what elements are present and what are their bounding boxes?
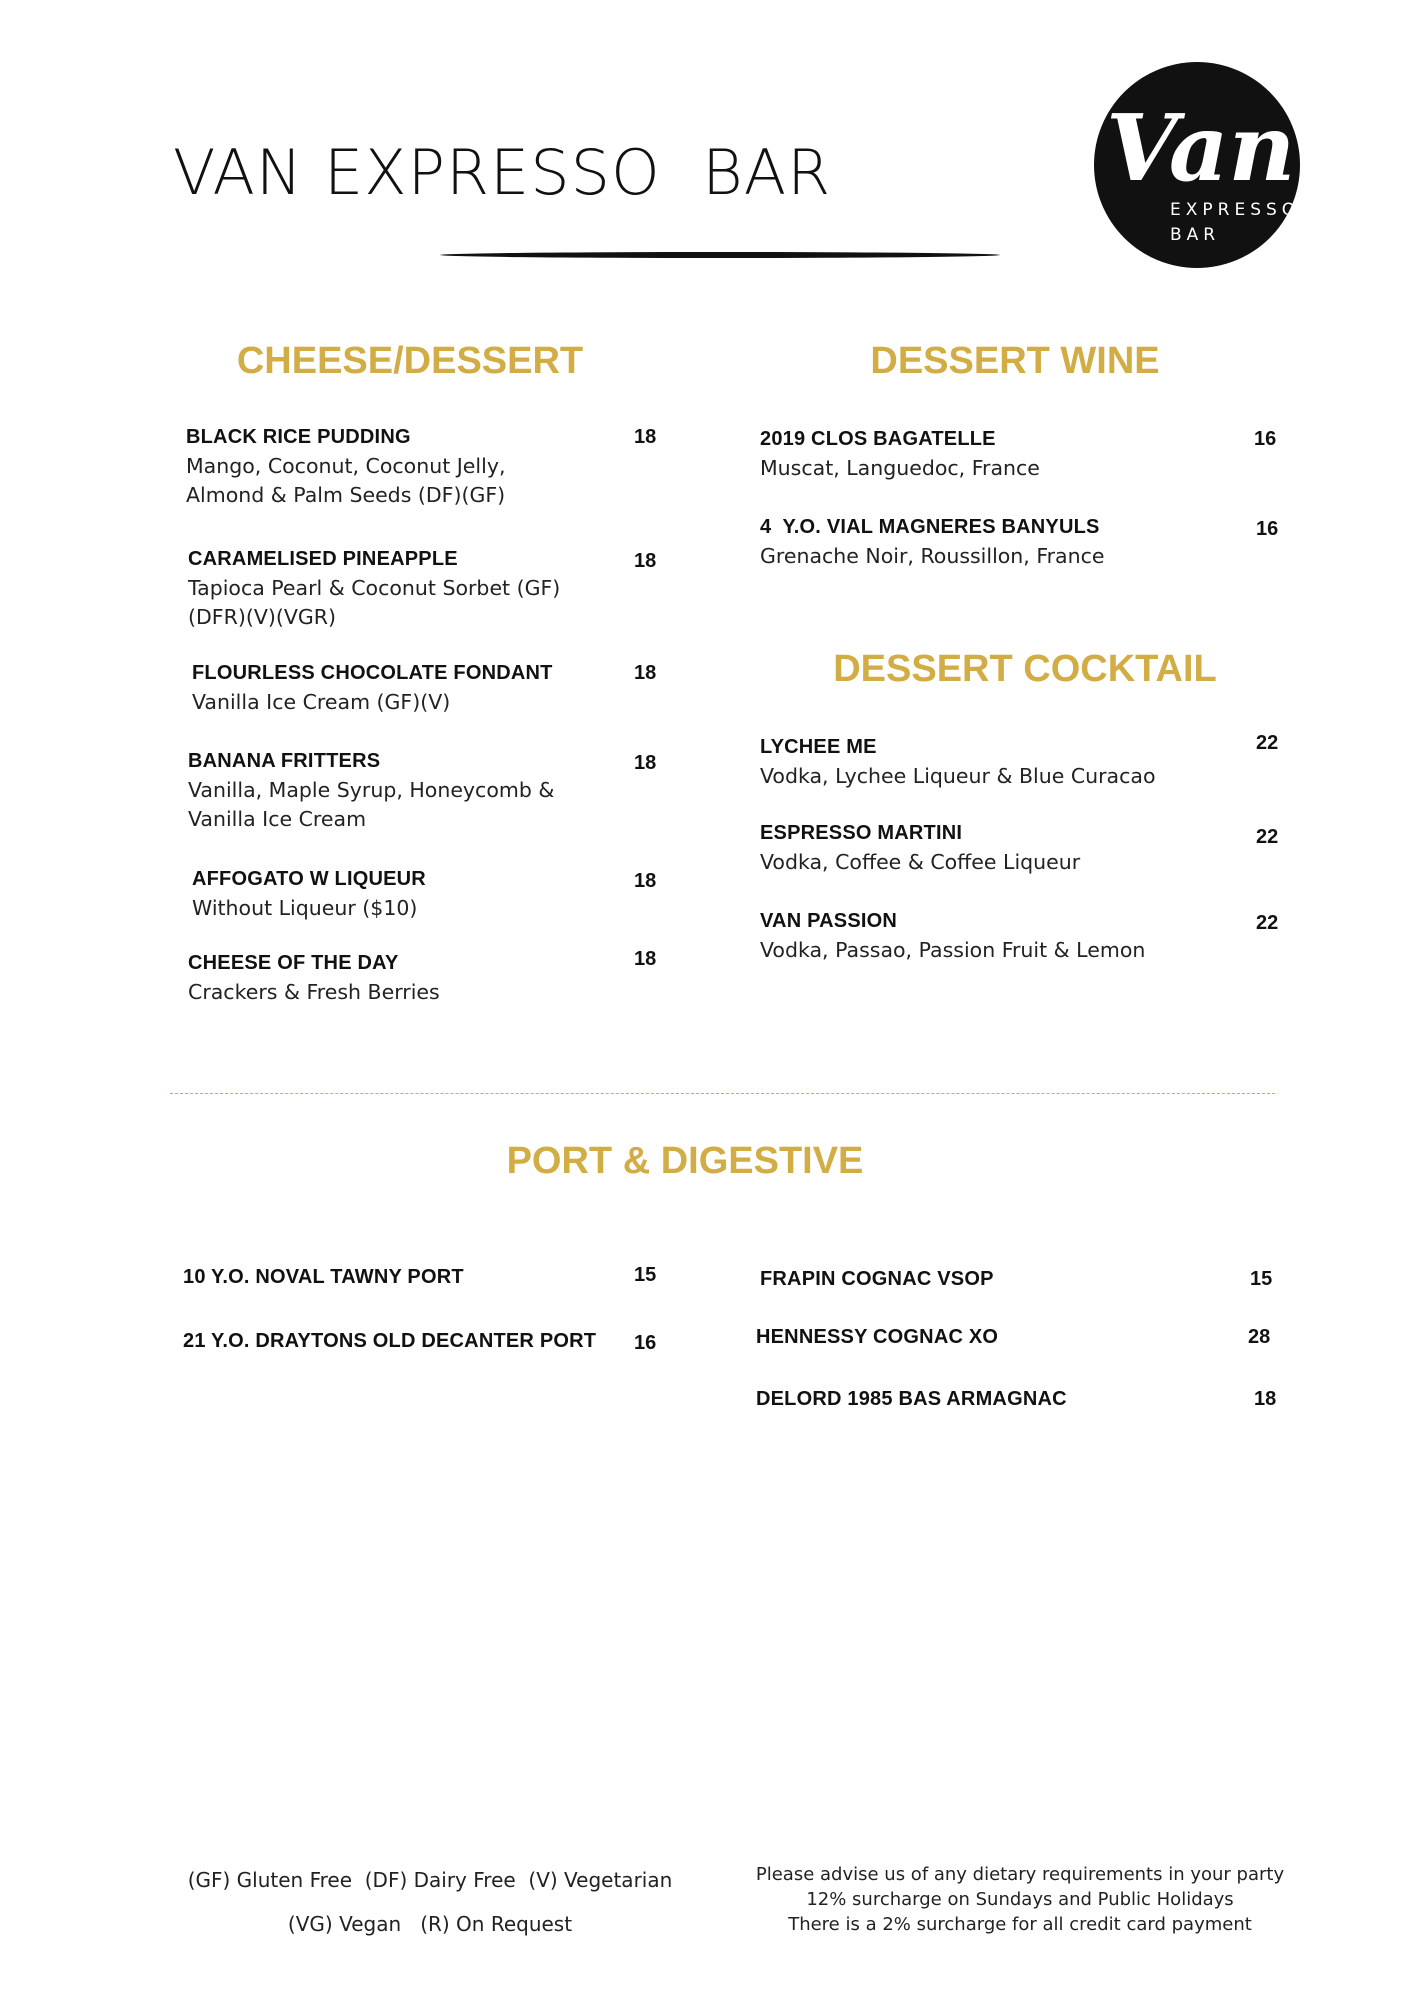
item-desc: Almond & Palm Seeds (DF)(GF) xyxy=(186,483,506,507)
section-divider xyxy=(170,1093,1275,1094)
item-desc: Vodka, Lychee Liqueur & Blue Curacao xyxy=(760,764,1156,788)
item-price: 16 xyxy=(1254,428,1277,450)
item-desc: Vanilla, Maple Syrup, Honeycomb & xyxy=(188,778,555,802)
menu-item xyxy=(192,662,553,717)
item-desc: Mango, Coconut, Coconut Jelly, xyxy=(186,454,506,478)
item-price: 16 xyxy=(1256,518,1279,540)
menu-item xyxy=(188,548,560,632)
item-price: 28 xyxy=(1248,1326,1271,1348)
item-price: 16 xyxy=(634,1332,657,1354)
menu-item xyxy=(186,426,505,510)
item-price: 18 xyxy=(634,550,657,572)
logo-line1: EXPRESSO xyxy=(1170,200,1301,220)
item-price: 18 xyxy=(634,752,657,774)
port-item-name: 21 Y.O. DRAYTONS OLD DECANTER PORT xyxy=(183,1330,597,1352)
menu-item xyxy=(188,952,440,1007)
item-price: 18 xyxy=(634,426,657,448)
item-desc: Crackers & Fresh Berries xyxy=(188,980,440,1004)
item-name: VAN PASSION xyxy=(760,910,898,932)
item-name: ESPRESSO MARTINI xyxy=(760,822,963,844)
item-price: 18 xyxy=(634,870,657,892)
digestive-item-name: FRAPIN COGNAC VSOP xyxy=(760,1268,994,1290)
item-price: 22 xyxy=(1256,912,1279,934)
item-name: BLACK RICE PUDDING xyxy=(186,426,411,448)
item-price: 18 xyxy=(634,662,657,684)
dietary-legend-line2: (VG) Vegan (R) On Request xyxy=(287,1912,573,1936)
item-name: 2019 CLOS BAGATELLE xyxy=(760,428,996,450)
item-name: AFFOGATO W LIQUEUR xyxy=(192,868,426,890)
heading-dessert-cocktail: DESSERT COCKTAIL xyxy=(833,648,1217,690)
footer-notes xyxy=(720,1862,1320,1937)
item-price: 15 xyxy=(634,1264,657,1286)
heading-port-digestive: PORT & DIGESTIVE xyxy=(506,1140,864,1182)
menu-item xyxy=(760,736,1156,791)
port-item-name: 10 Y.O. NOVAL TAWNY PORT xyxy=(183,1266,464,1288)
menu-item xyxy=(192,868,426,923)
footer-note: Please advise us of any dietary requirements in your party xyxy=(755,1864,1285,1885)
logo-line2: BAR xyxy=(1170,225,1221,245)
page-title: VAN EXPRESSO BAR xyxy=(173,136,832,209)
item-price: 22 xyxy=(1256,826,1279,848)
item-price: 15 xyxy=(1250,1268,1273,1290)
dietary-legend-line1: (GF) Gluten Free (DF) Dairy Free (V) Vegetarian xyxy=(187,1868,673,1892)
menu-item xyxy=(760,516,1105,571)
item-desc: Without Liqueur ($10) xyxy=(192,896,418,920)
item-name: CARAMELISED PINEAPPLE xyxy=(188,548,458,570)
item-desc: Tapioca Pearl & Coconut Sorbet (GF) xyxy=(188,576,561,600)
item-price: 18 xyxy=(1254,1388,1277,1410)
digestive-item-name: HENNESSY COGNAC XO xyxy=(756,1326,999,1348)
title-underline xyxy=(440,252,1000,258)
item-name: LYCHEE ME xyxy=(760,736,877,758)
item-price: 22 xyxy=(1256,732,1279,754)
logo-script: Van xyxy=(1106,94,1296,202)
digestive-item-name: DELORD 1985 BAS ARMAGNAC xyxy=(756,1388,1067,1410)
item-desc: Vanilla Ice Cream xyxy=(188,807,367,831)
item-desc: (DFR)(V)(VGR) xyxy=(188,605,336,629)
item-desc: Muscat, Languedoc, France xyxy=(760,456,1040,480)
menu-item xyxy=(760,428,1040,483)
item-name: CHEESE OF THE DAY xyxy=(188,952,399,974)
menu-item xyxy=(760,910,1145,965)
van-logo xyxy=(1092,60,1302,270)
item-name: FLOURLESS CHOCOLATE FONDANT xyxy=(192,662,553,684)
footer-note: There is a 2% surcharge for all credit card payment xyxy=(788,1914,1252,1935)
item-price: 18 xyxy=(634,948,657,970)
item-desc: Vanilla Ice Cream (GF)(V) xyxy=(192,690,451,714)
item-desc: Grenache Noir, Roussillon, France xyxy=(760,544,1105,568)
menu-item xyxy=(188,750,554,834)
item-desc: Vodka, Coffee & Coffee Liqueur xyxy=(760,850,1081,874)
item-name: BANANA FRITTERS xyxy=(188,750,381,772)
heading-dessert-wine: DESSERT WINE xyxy=(870,340,1160,382)
menu-item xyxy=(760,822,1080,877)
item-name: 4 Y.O. VIAL MAGNERES BANYULS xyxy=(760,516,1100,538)
item-desc: Vodka, Passao, Passion Fruit & Lemon xyxy=(760,938,1146,962)
footer-note: 12% surcharge on Sundays and Public Holidays xyxy=(806,1889,1234,1910)
heading-cheese-dessert: CHEESE/DESSERT xyxy=(236,340,584,382)
